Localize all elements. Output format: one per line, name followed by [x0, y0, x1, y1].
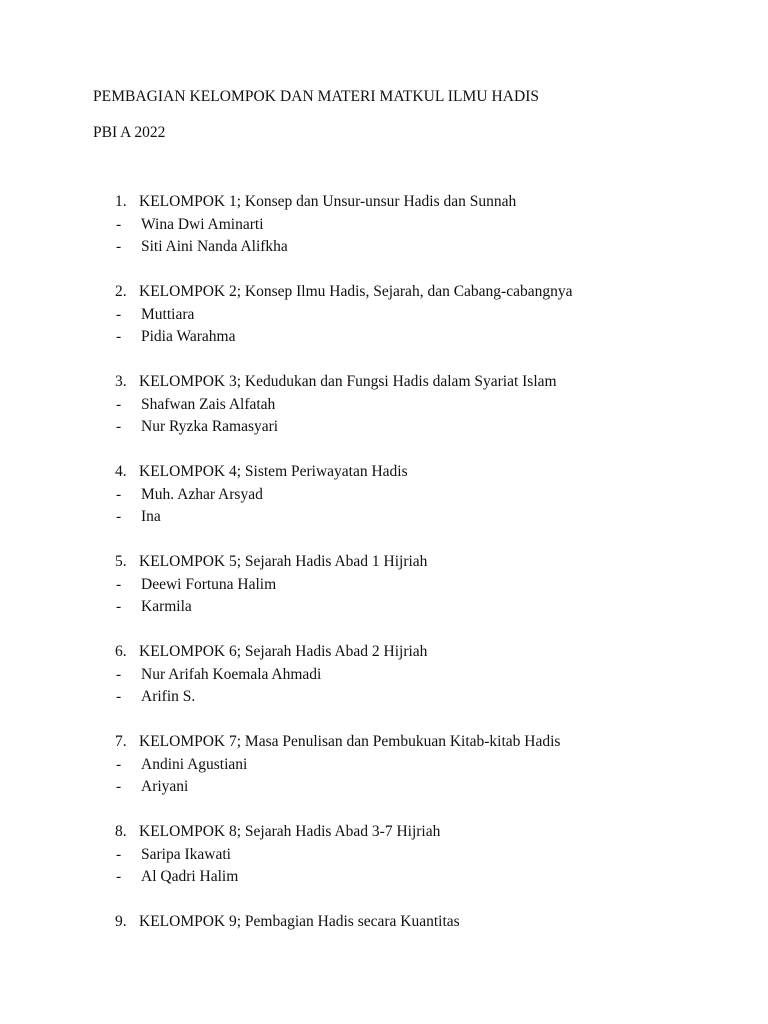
group-item: [0, 731, 768, 821]
member-name: Muttiara: [141, 305, 195, 323]
group-number: 6.: [115, 643, 127, 660]
document-title: PEMBAGIAN KELOMPOK DAN MATERI MATKUL ILMU HADIS: [93, 88, 540, 105]
group-topic: KELOMPOK 4; Sistem Periwayatan Hadis: [139, 463, 408, 480]
group-topic: KELOMPOK 3; Kedudukan dan Fungsi Hadis dalam Syariat Islam: [139, 373, 557, 390]
group-number: 5.: [115, 553, 127, 570]
group-heading: [115, 911, 460, 933]
group-number: 8.: [115, 823, 127, 840]
dash-bullet: -: [116, 598, 122, 615]
dash-bullet: -: [116, 845, 122, 863]
member-name: Andini Agustiani: [141, 755, 248, 773]
dash-bullet: -: [116, 485, 122, 503]
dash-bullet: -: [116, 508, 122, 525]
group-topic: KELOMPOK 5; Sejarah Hadis Abad 1 Hijriah: [139, 553, 428, 570]
group-heading: [115, 641, 427, 663]
group-topic: KELOMPOK 2; Konsep Ilmu Hadis, Sejarah, dan Cabang-cabangnya: [139, 283, 573, 300]
member-name: Arifin S.: [141, 688, 196, 705]
group-number: 3.: [115, 373, 127, 390]
group-item: [0, 371, 768, 461]
member-name: Ariyani: [141, 778, 189, 795]
class-label: PBI A 2022: [93, 124, 166, 141]
group-item: [0, 191, 768, 281]
member-name: Shafwan Zais Alfatah: [141, 395, 276, 413]
group-heading: [115, 551, 427, 573]
group-number: 1.: [115, 193, 127, 210]
group-heading: [115, 461, 408, 483]
member-name: Wina Dwi Aminarti: [141, 215, 264, 233]
member-name: Siti Aini Nanda Alifkha: [141, 238, 288, 255]
group-number: 9.: [115, 913, 127, 930]
group-number: 4.: [115, 463, 127, 480]
dash-bullet: -: [116, 778, 122, 795]
group-item: [0, 281, 768, 371]
group-item: [0, 461, 768, 551]
dash-bullet: -: [116, 215, 122, 233]
group-heading: [115, 731, 560, 753]
group-topic: KELOMPOK 1; Konsep dan Unsur-unsur Hadis dan Sunnah: [139, 193, 517, 210]
group-number: 7.: [115, 733, 127, 750]
dash-bullet: -: [116, 575, 122, 593]
dash-bullet: -: [116, 238, 122, 255]
member-name: Pidia Warahma: [141, 328, 236, 345]
group-topic: KELOMPOK 6; Sejarah Hadis Abad 2 Hijriah: [139, 643, 428, 660]
dash-bullet: -: [116, 395, 122, 413]
group-topic: KELOMPOK 8; Sejarah Hadis Abad 3-7 Hijriah: [139, 823, 441, 840]
group-item: [0, 551, 768, 641]
group-list: [0, 191, 768, 1001]
group-item: [0, 641, 768, 731]
dash-bullet: -: [116, 688, 122, 705]
member-name: Nur Arifah Koemala Ahmadi: [141, 665, 322, 683]
member-name: Nur Ryzka Ramasyari: [141, 418, 279, 435]
dash-bullet: -: [116, 868, 122, 885]
group-heading: [115, 371, 557, 393]
member-name: Deewi Fortuna Halim: [141, 575, 277, 593]
dash-bullet: -: [116, 305, 122, 323]
member-name: Ina: [141, 508, 161, 525]
dash-bullet: -: [116, 328, 122, 345]
dash-bullet: -: [116, 418, 122, 435]
group-heading: [115, 281, 572, 303]
group-heading: [115, 821, 440, 843]
group-item: [0, 911, 768, 1001]
member-name: Muh. Azhar Arsyad: [141, 485, 263, 503]
group-topic: KELOMPOK 7; Masa Penulisan dan Pembukuan Kitab-kitab Hadis: [139, 733, 561, 750]
dash-bullet: -: [116, 755, 122, 773]
group-heading: [115, 191, 516, 213]
dash-bullet: -: [116, 665, 122, 683]
member-name: Saripa Ikawati: [141, 845, 231, 863]
group-number: 2.: [115, 283, 127, 300]
member-name: Karmila: [141, 598, 192, 615]
member-name: Al Qadri Halim: [141, 868, 239, 885]
group-item: [0, 821, 768, 911]
group-topic: KELOMPOK 9; Pembagian Hadis secara Kuantitas: [139, 913, 460, 930]
